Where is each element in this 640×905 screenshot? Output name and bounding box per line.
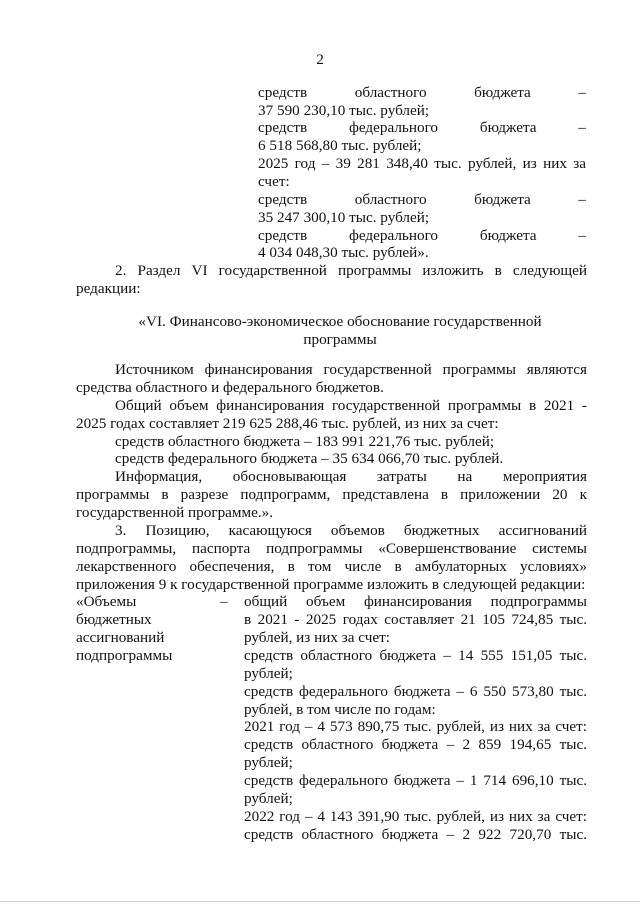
text-line: 37 590 230,10 тыс. рублей; [258,102,430,119]
passport-text-line: рублей; [244,754,293,771]
text-line: Источником финансирования государственной программы являются [115,361,587,378]
text-line: средств федерального бюджета – [258,119,586,136]
passport-text-line: средств областного бюджета – 2 859 194,65 тыс. [244,736,587,753]
text-line: Общий объем финансирования государственной программы в 2021 - [115,397,587,414]
passport-label: подпрограммы [76,647,173,664]
passport-text-line: рублей, в том числе по годам: [244,701,436,718]
passport-text-line: рублей; [244,790,293,807]
text-line: средств областного бюджета – 183 991 221,76 тыс. рублей; [115,433,495,450]
text-line: 2025 годах составляет 219 625 288,46 тыс. рублей, из них за счет: [76,415,499,432]
text-line: 3. Позицию, касающуюся объемов бюджетных ассигнований [115,522,587,539]
page-number: 2 [316,51,324,68]
text-line: 2025 год – 39 281 348,40 тыс. рублей, из них за [258,155,586,172]
passport-text-line: в 2021 - 2025 годах составляет 21 105 724,85 тыс. [244,611,587,628]
text-line: 6 518 568,80 тыс. рублей; [258,137,422,154]
passport-text-line: средств областного бюджета – 14 555 151,05 тыс. [244,647,587,664]
passport-text-line: рублей, из них за счет: [244,629,390,646]
text-line: средств областного бюджета – [258,84,586,101]
text-line: программы в разрезе подпрограмм, представлена в приложении 20 к [76,486,587,503]
passport-text-line: 2022 год – 4 143 391,90 тыс. рублей, из них за счет: [244,808,587,825]
section-heading: «VI. Финансово-экономическое обоснование государственной [138,313,542,330]
scan-edge-rule [0,901,640,902]
text-line: редакции: [76,280,141,297]
text-line: 2. Раздел VI государственной программы изложить в следующей [115,262,587,279]
text-line: средств областного бюджета – [258,191,586,208]
text-line: средств федерального бюджета – [258,227,586,244]
passport-text-line: общий объем финансирования подпрограммы [244,593,587,610]
passport-label: ассигнований [76,629,165,646]
passport-text-line: средств федерального бюджета – 6 550 573,80 тыс. [244,683,587,700]
section-heading: программы [303,331,377,348]
passport-label: «Объемы [76,593,137,610]
text-line: средства областного и федерального бюджетов. [76,379,384,396]
text-line: подпрограммы, паспорта подпрограммы «Совершенствование системы [76,540,587,557]
passport-text-line: средств областного бюджета – 2 922 720,70 тыс. [244,826,587,843]
text-line: 4 034 048,30 тыс. рублей». [258,244,429,261]
text-line: счет: [258,173,290,190]
passport-text-line: рублей; [244,665,293,682]
passport-text-line: средств федерального бюджета – 1 714 696,10 тыс. [244,772,587,789]
text-line: лекарственного обеспечения, в том числе в амбулаторных условиях» [76,558,587,575]
text-line: средств федерального бюджета – 35 634 066,70 тыс. рублей. [115,450,504,467]
passport-label: бюджетных [76,611,152,628]
text-line: Информация, обосновывающая затраты на мероприятия [115,468,587,485]
text-line: 35 247 300,10 тыс. рублей; [258,209,430,226]
passport-text-line: 2021 год – 4 573 890,75 тыс. рублей, из них за счет: [244,718,587,735]
passport-dash: – [220,593,228,610]
text-line: государственной программе.». [76,504,274,521]
text-line: приложения 9 к государственной программе изложить в следующей редакции: [76,576,586,593]
